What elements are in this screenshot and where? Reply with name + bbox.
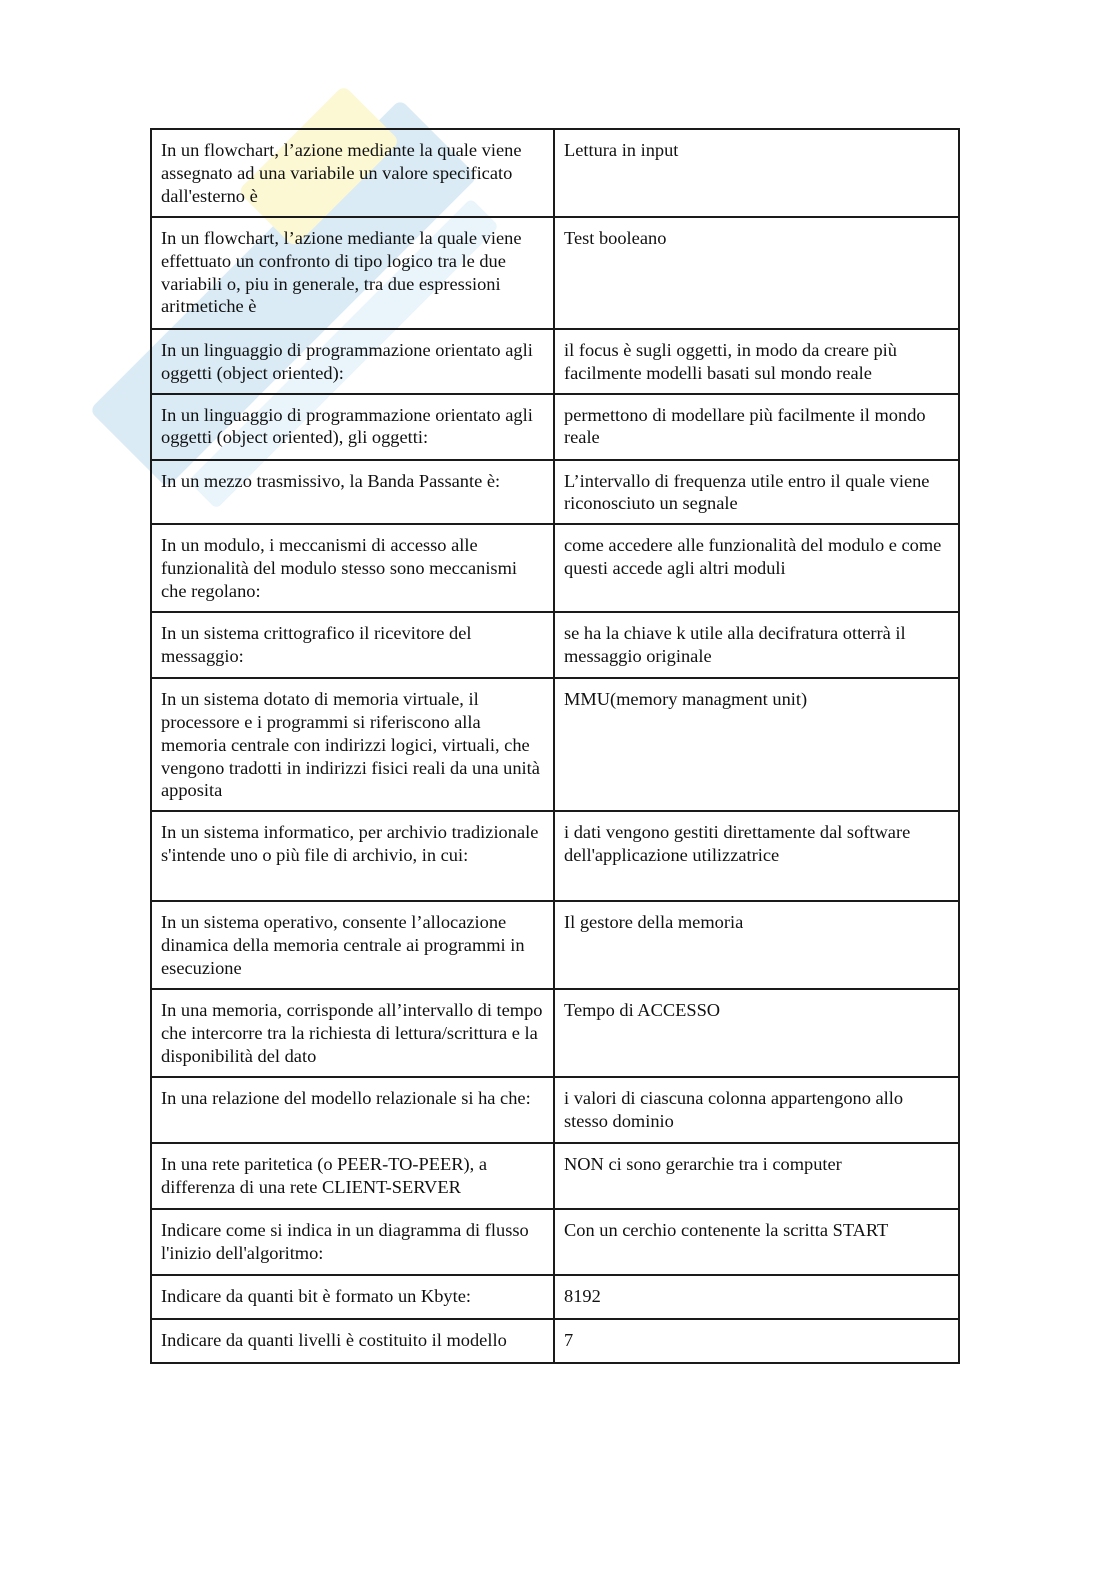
table-row xyxy=(151,460,959,525)
question-cell: In un flowchart, l’azione mediante la quale viene effettuato un confronto di tipo logico tra le due variabili o, piu in generale, tra due espressioni aritmetiche è xyxy=(151,217,554,329)
answer-cell: Il gestore della memoria xyxy=(554,901,959,989)
question-cell: In un linguaggio di programmazione orientato agli oggetti (object oriented), gli oggetti: xyxy=(151,394,554,460)
answer-cell: Test booleano xyxy=(554,217,959,329)
answer-cell: Tempo di ACCESSO xyxy=(554,989,959,1077)
answer-cell: NON ci sono gerarchie tra i computer xyxy=(554,1143,959,1209)
answer-cell: 8192 xyxy=(554,1275,959,1319)
answer-cell: come accedere alle funzionalità del modulo e come questi accede agli altri moduli xyxy=(554,524,959,612)
answer-cell: Lettura in input xyxy=(554,129,959,217)
table-row xyxy=(151,1319,959,1363)
answer-cell: MMU(memory managment unit) xyxy=(554,678,959,811)
answer-cell: Con un cerchio contenente la scritta START xyxy=(554,1209,959,1275)
question-cell: In una memoria, corrisponde all’intervallo di tempo che intercorre tra la richiesta di lettura/scrittura e la disponibilità del dato xyxy=(151,989,554,1077)
question-cell: In un modulo, i meccanismi di accesso alle funzionalità del modulo stesso sono meccanismi che regolano: xyxy=(151,524,554,612)
answer-cell: L’intervallo di frequenza utile entro il quale viene riconosciuto un segnale xyxy=(554,460,959,525)
table-row xyxy=(151,129,959,217)
question-cell: Indicare da quanti livelli è costituito il modello xyxy=(151,1319,554,1363)
answer-cell: permettono di modellare più facilmente il mondo reale xyxy=(554,394,959,460)
question-cell: In un linguaggio di programmazione orientato agli oggetti (object oriented): xyxy=(151,329,554,394)
table-row xyxy=(151,678,959,811)
table-row xyxy=(151,811,959,901)
question-cell: In un sistema dotato di memoria virtuale, il processore e i programmi si riferiscono alla memoria centrale con indirizzi logici, virtuali, che vengono tradotti in indirizzi fisici reali da una unità apposita xyxy=(151,678,554,811)
question-cell: In un mezzo trasmissivo, la Banda Passante è: xyxy=(151,460,554,525)
table-row xyxy=(151,329,959,394)
table-row xyxy=(151,1209,959,1275)
question-cell: In un sistema informatico, per archivio tradizionale s'intende uno o più file di archivio, in cui: xyxy=(151,811,554,901)
qa-table-body xyxy=(151,129,959,1363)
question-cell: In un flowchart, l’azione mediante la quale viene assegnato ad una variabile un valore specificato dall'esterno è xyxy=(151,129,554,217)
answer-cell: i dati vengono gestiti direttamente dal software dell'applicazione utilizzatrice xyxy=(554,811,959,901)
answer-cell: il focus è sugli oggetti, in modo da creare più facilmente modelli basati sul mondo reale xyxy=(554,329,959,394)
question-cell: In un sistema operativo, consente l’allocazione dinamica della memoria centrale ai programmi in esecuzione xyxy=(151,901,554,989)
question-cell: Indicare come si indica in un diagramma di flusso l'inizio dell'algoritmo: xyxy=(151,1209,554,1275)
question-cell: In una relazione del modello relazionale si ha che: xyxy=(151,1077,554,1143)
question-cell: Indicare da quanti bit è formato un Kbyte: xyxy=(151,1275,554,1319)
answer-cell: 7 xyxy=(554,1319,959,1363)
table-row xyxy=(151,612,959,678)
table-row xyxy=(151,1275,959,1319)
table-row xyxy=(151,524,959,612)
table-row xyxy=(151,989,959,1077)
question-cell: In un sistema crittografico il ricevitore del messaggio: xyxy=(151,612,554,678)
table-row xyxy=(151,1077,959,1143)
qa-table xyxy=(150,128,960,1364)
table-row xyxy=(151,1143,959,1209)
answer-cell: se ha la chiave k utile alla decifratura otterrà il messaggio originale xyxy=(554,612,959,678)
question-cell: In una rete paritetica (o PEER-TO-PEER), a differenza di una rete CLIENT-SERVER xyxy=(151,1143,554,1209)
table-row xyxy=(151,217,959,329)
table-row xyxy=(151,394,959,460)
table-row xyxy=(151,901,959,989)
answer-cell: i valori di ciascuna colonna appartengono allo stesso dominio xyxy=(554,1077,959,1143)
